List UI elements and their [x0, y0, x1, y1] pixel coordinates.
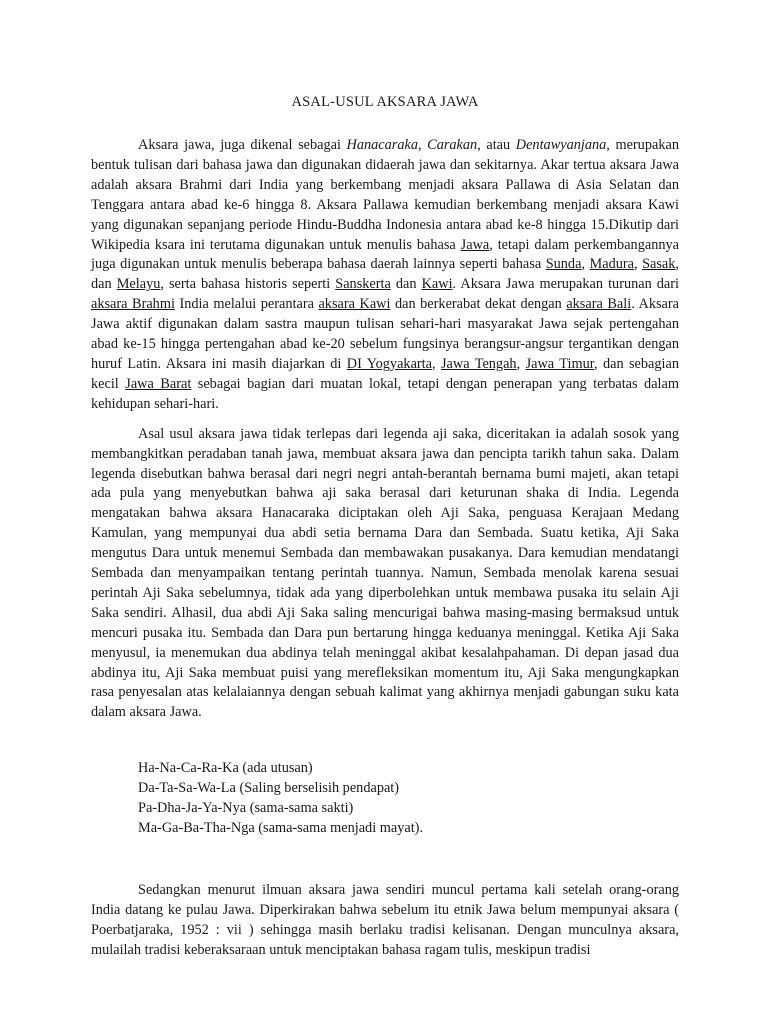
verse-line-3: Pa-Dha-Ja-Ya-Nya (sama-sama sakti)	[138, 800, 354, 817]
verse-line-4: Ma-Ga-Ba-Tha-Nga (sama-sama menjadi mayat).	[138, 820, 424, 836]
paragraph-2: Asal usul aksara jawa tidak terlepas dari legenda aji saka, diceritakan ia adalah sosok yang membangkitkan peradaban tanah jawa, membuat aksara jawa dan pencipta tarikh tahun saka. Dalam legenda disebutkan bahwa berasal dari negri negri antah-berantah bernama bumi majeti, akan tetapi ada pula yang menyebutkan bahwa aji saka berasal dari keturunan shaka di India. Legenda mengatakan bahwa aksara Hanacaraka diciptakan oleh Aji Saka, penguasa Kerajaan Medang Kamulan, yang mempunyai dua abdi setia bernama Dara dan Sembada. Suatu ketika, Aji Saka mengutus Dara untuk menemui Sembada dan membawakan pusakanya. Dara kemudian mendatangi Sembada dan menyampaikan tentang perintah tuannya. Namun, Sembada menolak karena sesuai perintah Aji Saka sebelumnya, tidak ada yang diperbolehkan untuk membawa pusaka itu selain Aji Saka sendiri. Alhasil, dua abdi Aji Saka saling mencurigai bahwa masing-masing bermaksud untuk mencuri pusaka itu. Sembada dan Dara pun bertarung hingga keduanya meninggal. Ketika Aji Saka menyusul, ia menemukan dua abdinya telah meninggal akibat kesalahpahaman. Di depan jasad dua abdinya itu, Aji Saka membuat puisi yang merefleksikan momentum itu, Aji Saka mengungkapkan rasa penyesalan atas kelalaiannya dengan sebuah kalimat yang akhirnya menjadi gabungan suku kata dalam aksara Jawa.	[91, 425, 679, 721]
text-run: , tetapi dalam perkembangannya juga digunakan untuk menulis beberapa bahasa daerah lainnya seperti bahasa	[91, 236, 679, 273]
text-run: Aksara jawa, juga dikenal sebagai	[138, 137, 347, 153]
text-run: , merupakan bentuk tulisan dari bahasa jawa dan digunakan didaerah jawa dan sekitarnya. Akar tertua aksara Jawa adalah aksara Brahmi dari India yang berkembang menjadi aksara Pallawa di Asia Selatan dan Tenggara antara abad ke-6 hingga 8. Aksara Pallawa kemudian berkembang menjadi aksara Kawi yang digunakan sepanjang periode Hindu-Buddha Indonesia antara abad ke-8 hingga 15.Dikutip dari Wikipedia ksara ini terutama digunakan untuk menulis bahasa	[91, 137, 679, 253]
text-run: India melalui perantara	[174, 296, 319, 313]
link-sanskerta[interactable]: Sanskerta	[335, 276, 391, 293]
link-di-yogyakarta[interactable]: DI Yogyakarta	[346, 355, 432, 372]
text-run: dan berkerabat dekat dengan	[390, 296, 567, 313]
text-run: dan	[390, 276, 422, 293]
text-run: , dan sebagian kecil	[91, 355, 680, 392]
text-run: . Aksara Jawa merupakan turunan dari	[452, 276, 680, 293]
link-aksara-kawi[interactable]: aksara Kawi	[318, 296, 391, 313]
text-run: sebagai bagian dari muatan lokal, tetapi dengan penerapan yang terbatas dalam kehidupan sehari-hari.	[91, 375, 679, 412]
link-jawa[interactable]: Jawa	[460, 236, 490, 253]
italic-term-carakan: Carakan	[427, 137, 478, 153]
link-sunda[interactable]: Sunda	[545, 256, 582, 273]
link-aksara-bali[interactable]: aksara Bali	[566, 296, 632, 313]
text-run: , serta bahasa historis seperti	[160, 276, 336, 293]
document-title: ASAL-USUL AKSARA JAWA	[291, 94, 479, 110]
link-aksara-brahmi[interactable]: aksara Brahmi	[91, 296, 175, 313]
hanacaraka-verse	[138, 759, 679, 839]
link-sasak[interactable]: Sasak	[642, 256, 676, 273]
verse-line-1: Ha-Na-Ca-Ra-Ka (ada utusan)	[138, 760, 313, 777]
text-run: ,	[516, 355, 526, 372]
link-jawa-barat[interactable]: Jawa Barat	[125, 375, 192, 392]
text-run: ,	[432, 355, 441, 372]
text-run: ,	[633, 256, 643, 273]
verse-line-2: Da-Ta-Sa-Wa-La (Saling berselisih pendapat)	[138, 780, 400, 797]
italic-term-dentawyanjana: Dentawyanjana	[515, 137, 607, 153]
paragraph-1	[91, 136, 679, 415]
link-melayu[interactable]: Melayu	[116, 276, 161, 293]
link-madura[interactable]: Madura	[589, 256, 634, 273]
text-run: ,	[581, 256, 590, 273]
link-kawi[interactable]: Kawi	[421, 276, 453, 293]
link-jawa-tengah[interactable]: Jawa Tengah	[440, 355, 517, 372]
italic-term-hanacaraka: Hanacaraka	[346, 137, 418, 153]
text-run: . Aksara Jawa aktif digunakan dalam sastra maupun tulisan sehari-hari masyarakat Jawa sejak pertengahan abad ke-15 hingga pertengahan abad ke-20 sebelum fungsinya berangsur-angsur tergantikan dengan huruf Latin. Aksara ini masih diajarkan di	[91, 296, 679, 372]
text-run: , atau	[477, 137, 516, 153]
text-run: , dan	[91, 256, 679, 293]
paragraph-3: Sedangkan menurut ilmuan aksara jawa sendiri muncul pertama kali setelah orang-orang India datang ke pulau Jawa. Diperkirakan bahwa sebelum itu etnik Jawa belum mempunyai aksara ( Poerbatjaraka, 1952 : vii ) sehingga masih berlaku tradisi kelisanan. Dengan munculnya aksara, mulailah tradisi keberaksaraan untuk menciptakan bahasa ragam tulis, meskipun tradisi	[91, 881, 679, 958]
text-run: ,	[418, 137, 428, 153]
link-jawa-timur[interactable]: Jawa Timur	[525, 355, 594, 372]
